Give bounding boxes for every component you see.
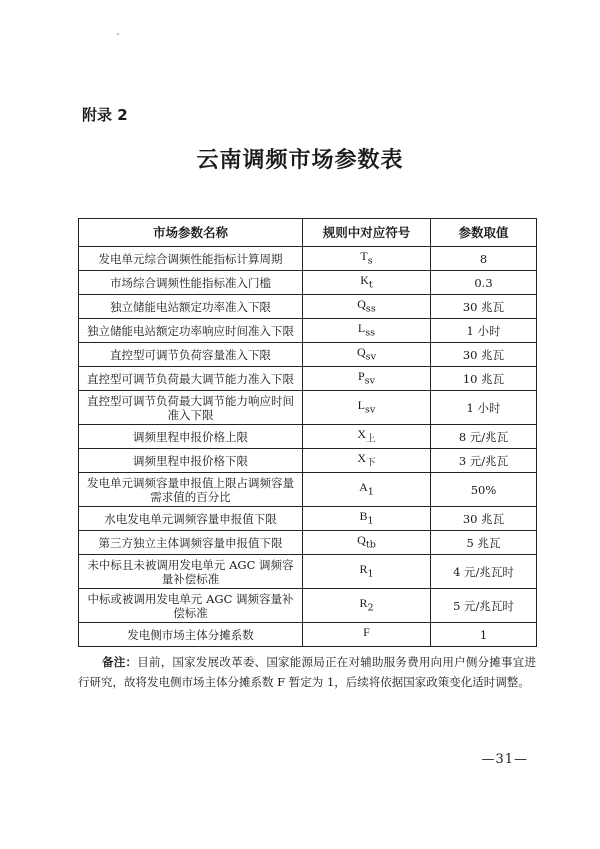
symbol-letter: L xyxy=(357,397,365,412)
param-value-cell: 30 兆瓦 xyxy=(431,343,537,367)
param-name-cell: 发电单元综合调频性能指标计算周期 xyxy=(79,247,303,271)
symbol-letter: F xyxy=(363,624,370,639)
param-name-cell: 直控型可调节负荷最大调节能力响应时间准入下限 xyxy=(79,391,303,425)
page-title: 云南调频市场参数表 xyxy=(196,148,404,173)
param-name-cell: 直控型可调节负荷容量准入下限 xyxy=(79,343,303,367)
symbol-cell xyxy=(303,391,431,425)
symbol-subscript: 上 xyxy=(366,433,376,445)
table-row xyxy=(79,507,537,531)
param-name-cell: 调频里程申报价格上限 xyxy=(79,425,303,449)
param-name-cell: 调频里程申报价格下限 xyxy=(79,449,303,473)
symbol-cell xyxy=(303,589,431,623)
table-row xyxy=(79,473,537,507)
header-param-name: 市场参数名称 xyxy=(79,219,303,247)
symbol-cell xyxy=(303,531,431,555)
table-row xyxy=(79,425,537,449)
symbol-cell xyxy=(303,367,431,391)
table-row xyxy=(79,343,537,367)
appendix-label: 附录 2 xyxy=(82,106,128,124)
table-row xyxy=(79,247,537,271)
symbol-subscript: ss xyxy=(365,327,376,339)
param-name-cell: 直控型可调节负荷最大调节能力准入下限 xyxy=(79,367,303,391)
symbol-subscript: ss xyxy=(365,303,376,315)
parameter-table xyxy=(78,218,537,647)
header-value: 参数取值 xyxy=(431,219,537,247)
table-row xyxy=(79,449,537,473)
symbol-subscript: sv xyxy=(365,351,376,363)
symbol-letter: A xyxy=(359,479,368,494)
param-name-cell: 独立储能电站额定功率响应时间准入下限 xyxy=(79,319,303,343)
note-paragraph xyxy=(78,652,536,692)
param-name-cell: 中标或被调用发电单元 AGC 调频容量补偿标准 xyxy=(79,589,303,623)
param-value-cell: 30 兆瓦 xyxy=(431,295,537,319)
table-row xyxy=(79,623,537,647)
symbol-letter: R xyxy=(359,561,368,576)
symbol-cell xyxy=(303,623,431,647)
symbol-cell xyxy=(303,507,431,531)
symbol-subscript: 1 xyxy=(367,515,374,527)
param-value-cell: 30 兆瓦 xyxy=(431,507,537,531)
param-value-cell: 8 元/兆瓦 xyxy=(431,425,537,449)
param-value-cell: 1 小时 xyxy=(431,319,537,343)
table-row xyxy=(79,391,537,425)
symbol-cell xyxy=(303,555,431,589)
symbol-cell xyxy=(303,425,431,449)
symbol-subscript: tb xyxy=(365,539,376,551)
symbol-subscript: 1 xyxy=(367,568,374,580)
param-value-cell: 0.3 xyxy=(431,271,537,295)
param-value-cell: 3 元/兆瓦 xyxy=(431,449,537,473)
symbol-letter: Q xyxy=(357,344,366,359)
header-symbol: 规则中对应符号 xyxy=(303,219,431,247)
symbol-subscript: sv xyxy=(364,375,375,387)
table-row xyxy=(79,271,537,295)
symbol-cell xyxy=(303,449,431,473)
table-header-row xyxy=(79,219,537,247)
param-value-cell: 5 兆瓦 xyxy=(431,531,537,555)
symbol-cell xyxy=(303,473,431,507)
symbol-letter: Q xyxy=(357,532,366,547)
symbol-letter: B xyxy=(359,508,368,523)
param-name-cell: 第三方独立主体调频容量申报值下限 xyxy=(79,531,303,555)
symbol-letter: L xyxy=(357,320,366,335)
param-value-cell: 50% xyxy=(431,473,537,507)
symbol-subscript: s xyxy=(367,255,373,267)
param-value-cell: 10 兆瓦 xyxy=(431,367,537,391)
symbol-letter: X xyxy=(357,450,367,465)
symbol-cell xyxy=(303,271,431,295)
table-row xyxy=(79,367,537,391)
symbol-subscript: t xyxy=(368,279,373,291)
symbol-letter: T xyxy=(360,248,368,263)
table-row xyxy=(79,531,537,555)
param-value-cell: 1 xyxy=(431,623,537,647)
param-name-cell: 发电侧市场主体分摊系数 xyxy=(79,623,303,647)
symbol-letter: X xyxy=(357,426,367,441)
param-name-cell: 发电单元调频容量申报值上限占调频容量需求值的百分比 xyxy=(79,473,303,507)
table-row xyxy=(79,555,537,589)
param-value-cell: 1 小时 xyxy=(431,391,537,425)
note-text: 目前，国家发展改革委、国家能源局正在对辅助服务费用向用户侧分摊事宜进行研究，故将发电侧市场主体分摊系数 F 暂定为 1，后续将依据国家政策变化适时调整。 xyxy=(78,655,537,689)
param-name-cell: 独立储能电站额定功率准入下限 xyxy=(79,295,303,319)
note-label: 备注： xyxy=(102,655,138,669)
symbol-subscript: 下 xyxy=(366,457,376,469)
symbol-cell xyxy=(303,295,431,319)
param-name-cell: 未中标且未被调用发电单元 AGC 调频容量补偿标准 xyxy=(79,555,303,589)
table-row xyxy=(79,589,537,623)
stray-mark: ` xyxy=(116,33,121,44)
param-value-cell: 4 元/兆瓦时 xyxy=(431,555,537,589)
param-name-cell: 水电发电单元调频容量申报值下限 xyxy=(79,507,303,531)
symbol-letter: R xyxy=(359,595,368,610)
symbol-cell xyxy=(303,319,431,343)
param-name-cell: 市场综合调频性能指标准入门槛 xyxy=(79,271,303,295)
symbol-subscript: sv xyxy=(365,404,376,416)
table-row xyxy=(79,319,537,343)
symbol-cell xyxy=(303,343,431,367)
symbol-cell xyxy=(303,247,431,271)
table-row xyxy=(79,295,537,319)
page-number: —31— xyxy=(481,752,528,767)
param-value-cell: 8 xyxy=(431,247,537,271)
param-value-cell: 5 元/兆瓦时 xyxy=(431,589,537,623)
symbol-letter: Q xyxy=(357,296,366,311)
symbol-subscript: 2 xyxy=(367,602,374,614)
symbol-subscript: 1 xyxy=(367,486,374,498)
symbol-letter: P xyxy=(357,368,365,383)
symbol-letter: K xyxy=(360,272,369,287)
